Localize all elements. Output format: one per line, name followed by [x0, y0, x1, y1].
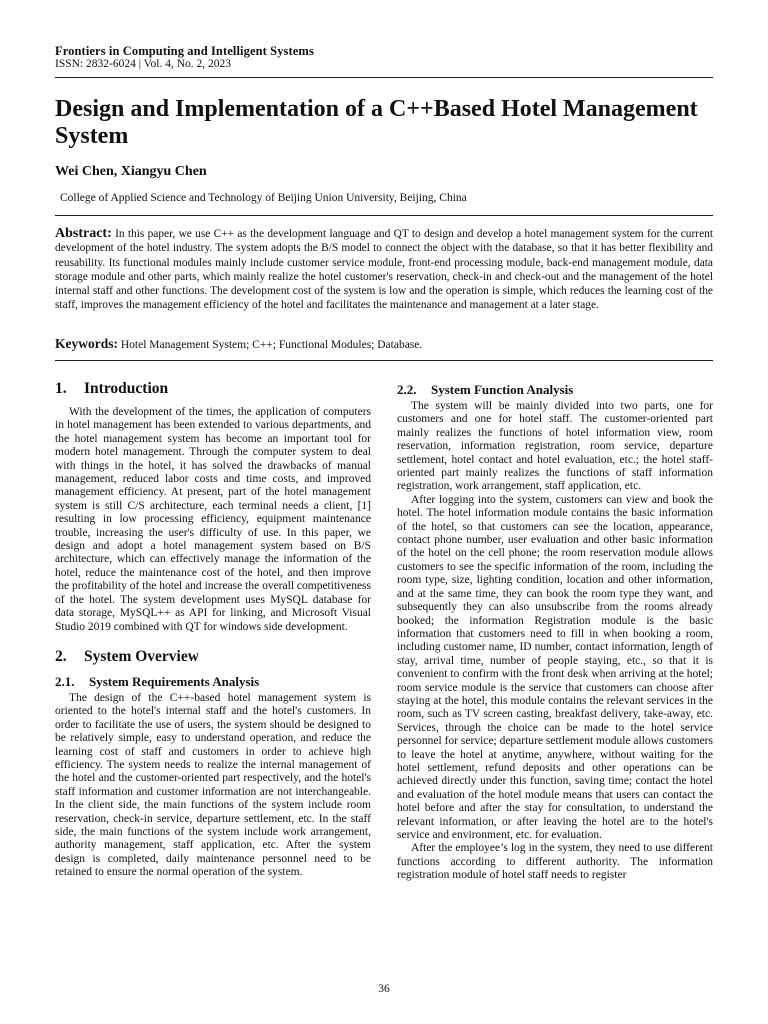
paper-title: Design and Implementation of a C++Based Hotel Management System [55, 96, 698, 149]
author-affiliation: College of Applied Science and Technology of Beijing Union University, Beijing, China [60, 192, 467, 204]
section-heading-system-overview [55, 648, 371, 666]
function-paragraph-1: The system will be mainly divided into two parts, one for customers and one for hotel staff. The customer-oriented part mainly realizes the functions of hotel information view, room reservation, information registration, room service, departure settlement, hotel contact and hotel evaluation, etc.; the hotel staff-oriented part mainly realizes the functions of staff information registration, work arrangement, staff application, etc. [397, 400, 713, 493]
section-title: Introduction [84, 380, 169, 397]
section-number: 2. [55, 647, 67, 665]
subsection-title: System Requirements Analysis [89, 673, 260, 689]
subsection-number: 2.1. [55, 673, 75, 689]
journal-name: Frontiers in Computing and Intelligent Systems [55, 44, 314, 58]
subsection-title: System Function Analysis [431, 382, 574, 397]
paper-authors: Wei Chen, Xiangyu Chen [55, 164, 207, 179]
keywords-text: Hotel Management System; C++; Functional Modules; Database. [120, 339, 423, 351]
journal-issn: ISSN: 2832-6024 | Vol. 4, No. 2, 2023 [55, 58, 231, 70]
abstract-label: Abstract: [55, 226, 112, 241]
subsection-heading-requirements [55, 674, 371, 689]
section-title: System Overview [84, 647, 199, 665]
abstract-divider [55, 360, 713, 361]
section-heading-introduction [55, 380, 371, 398]
left-column [55, 380, 371, 880]
header-divider [55, 77, 713, 78]
subsection-number: 2.2. [397, 382, 417, 397]
page-number: 36 [378, 983, 390, 995]
abstract [55, 227, 713, 313]
abstract-text: In this paper, we use C++ as the development language and QT to design and develop a hotel management system for the current development of the hotel industry. The system adopts the B/S model to connect the object with the database, so that it has better flexibility and reusability. Its functional modules mainly include customer service module, front-end processing module, back-end management module, data storage module and other parts, which mainly realize the hotel customer's reservation, check-in and check-out and the management of the hotel internal staff and other functions. The development cost of the system is low and the operation is simple, which reduces the learning cost of the staff, improves the management efficiency of the hotel and facilitates the maintenance and management at a later stage. [55, 228, 713, 312]
requirements-paragraph: The design of the C++-based hotel management system is oriented to the hotel's internal staff and the hotel's customers. In order to facilitate the use of users, the system should be designed to be relatively simple, easy to understand operation, and reduce the learning cost of staff and customers in order to achieve high efficiency. The system needs to realize the internal management of the hotel and the customer-oriented part respectively, and the hotel's staff information and customer information are not interchangeable. In the client side, the main functions of the system include room reservation, check-in service, departure settlement, etc. In the staff side, the main functions of the system include work arrangement, authority management, staff application, etc. After the system design is completed, daily maintenance personnel need to be retained to ensure the normal operation of the system. [55, 691, 371, 879]
paper-page [55, 0, 713, 1024]
function-paragraph-3: After the employee’s log in the system, they need to use different functions according to different authority. The information registration module of hotel staff needs to register [397, 842, 713, 882]
section-number: 1. [55, 380, 67, 397]
keywords-label: Keywords: [55, 336, 118, 351]
right-column [397, 382, 713, 883]
keywords [55, 336, 713, 352]
introduction-paragraph: With the development of the times, the application of computers in hotel management has been extended to various departments, and the hotel management system has become an important tool for modern hotel management. Through the computer system to deal with things in the hotel, it has solved the drawbacks of manual management, reduced labor costs and time costs, and improved management efficiency. At present, part of the hotel management system is still C/S architecture, each terminal needs a client, [1] resulting in low processing efficiency, equipment maintenance trouble, increasing the user's difficulty of use. In this paper, we design and adopt a hotel management system based on B/S architecture, which can effectively manage the information of the hotel, reduce the maintenance cost of the hotel, and then improve the profitability of the hotel and increase the overall competitiveness of the hotel. The system development uses MySQL database for data storage, MySQL++ as API for linking, and Microsoft Visual Studio 2019 combined with QT for windows side development. [55, 406, 371, 633]
function-paragraph-2: After logging into the system, customers can view and book the hotel. The hotel information module contains the basic information of the hotel, so that customers can see the location, appearance, contact phone number, user evaluation and other basic information of the hotel on the cell phone; the room reservation module allows customers to see the specific information of the room, including the room type, size, lighting condition, location and other information, and at the same time, they can book the room type they want, and subsequently they can also unsubscribe from the rooms already booked; the information Registration module is the basic information that customers need to fill in when booking a room, including customer name, ID number, contact information, length of stay, arrival time, number of people staying, etc., so that it is convenient to confirm with the front desk when arriving at the hotel; room service module is the service that customers can choose after staying at the hotel, this module contains the relevant services in the room, such as TV screen casting, breakfast delivery, take-away, etc. Services, through the choice can be made to the hotel service personnel for service; departure settlement module allows customers to leave the hotel at anytime, anywhere, without waiting for the hotel settlement, refund deposits and other operations can be achieved directly under this function, saving time; contact the hotel and evaluation of the hotel module means that users can contact the hotel before and after the stay for consultation, to understand the relevant information, or after leaving the hotel are to the hotel's service and environment, etc. for evaluation. [397, 493, 713, 841]
affiliation-divider [55, 215, 713, 216]
subsection-heading-function [397, 382, 713, 397]
